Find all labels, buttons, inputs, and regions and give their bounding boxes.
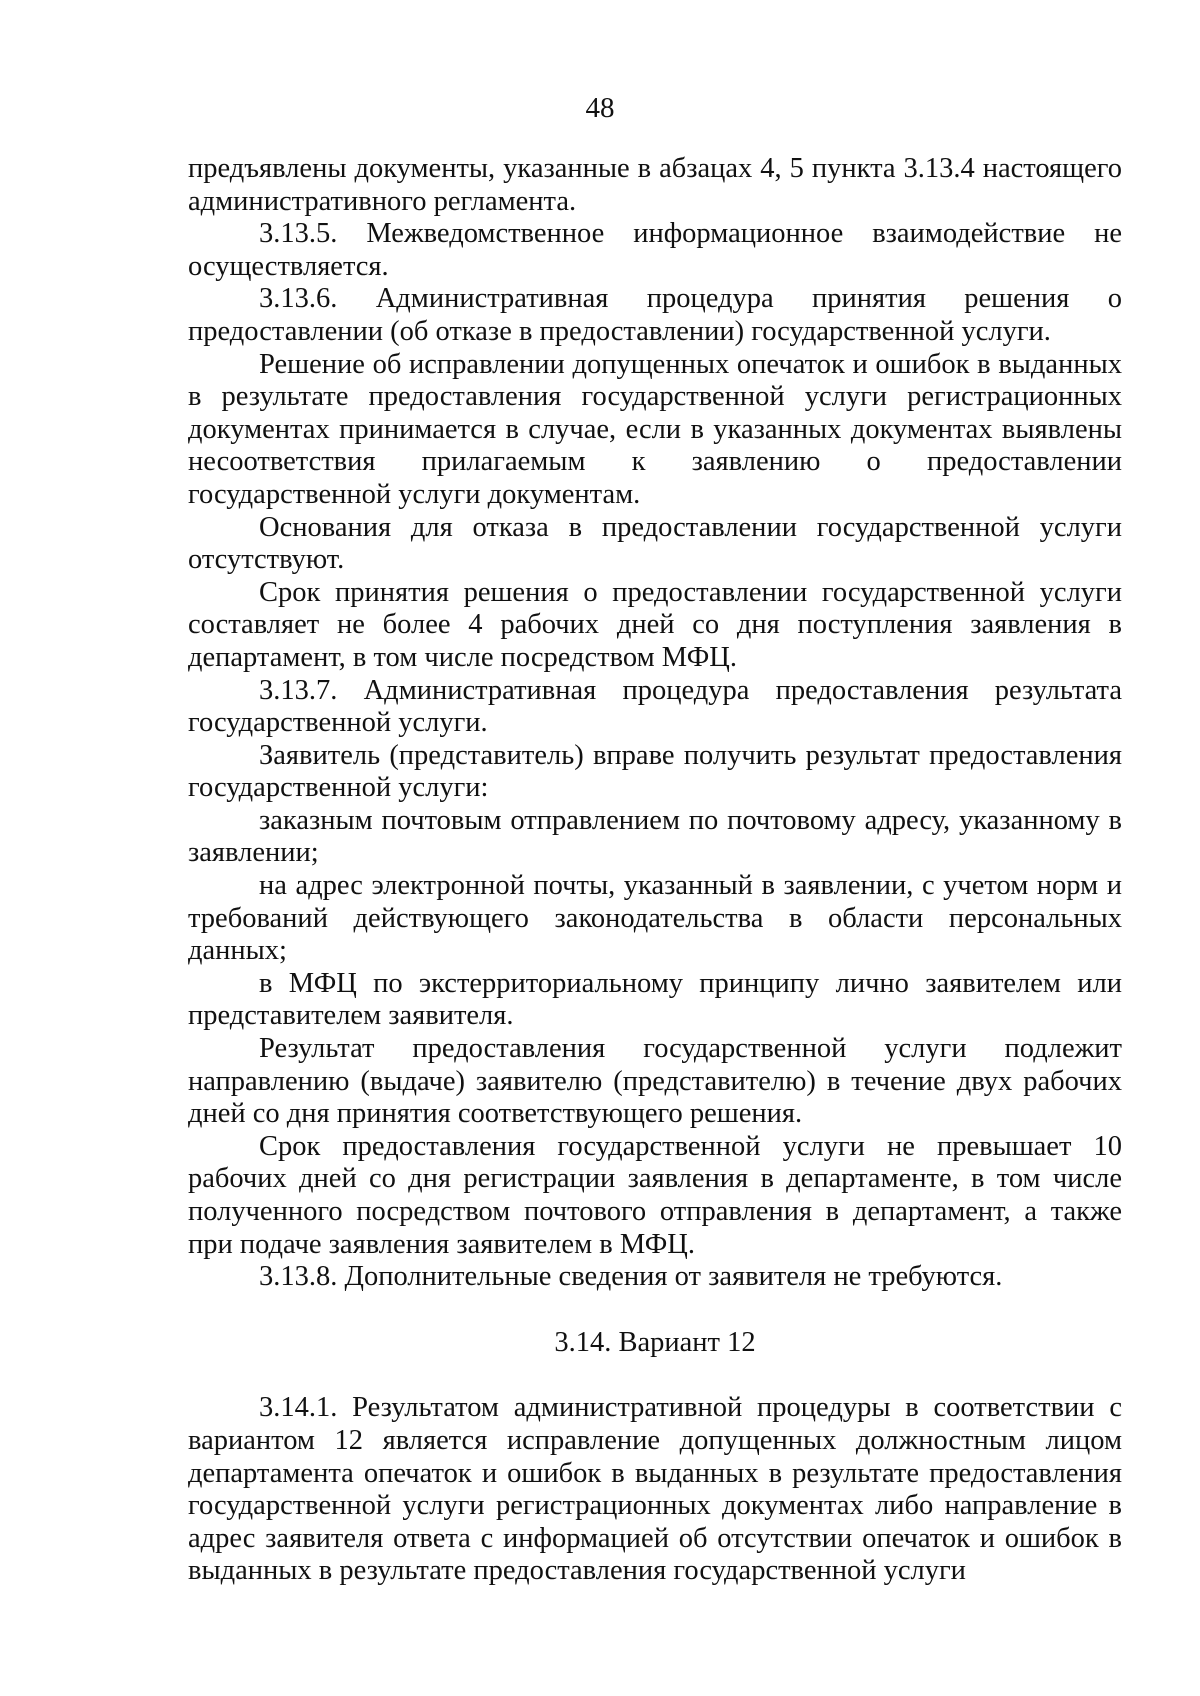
paragraph-3-13-5: 3.13.5. Межведомственное информационное взаимодействие не осуществляется. <box>188 218 1122 282</box>
paragraph-3-13-8: 3.13.8. Дополнительные сведения от заявителя не требуются. <box>259 1261 1003 1293</box>
paragraph-3-14-1: 3.14.1. Результатом административной процедуры в соответствии с вариантом 12 является исправление допущенных должностным лицом департамента опечаток и ошибок в выданных в результате предоставления государственной услуги регистрационных документах либо направление в адрес заявителя ответа с информацией об отсутствии опечаток и ошибок в выданных в результате предоставления государственной услуги <box>188 1392 1122 1587</box>
paragraph-result-delivery: Результат предоставления государственной услуги подлежит направлению (выдаче) заявителю (представителю) в течение двух рабочих дней со дня принятия соответствующего решения. <box>188 1033 1122 1130</box>
section-heading: 3.14. Вариант 12 <box>554 1326 756 1358</box>
paragraph-option-mail: заказным почтовым отправлением по почтовому адресу, указанному в заявлении; <box>188 804 1122 869</box>
paragraph-3-13-6: 3.13.6. Административная процедура принятия решения о предоставлении (об отказе в предоставлении) государственной услуги. <box>188 283 1122 347</box>
paragraph-applicant-right: Заявитель (представитель) вправе получить результат предоставления государственной услуги: <box>188 739 1122 804</box>
paragraph-decision-term: Срок принятия решения о предоставлении государственной услуги составляет не более 4 рабочих дней со дня поступления заявления в департамент, в том числе посредством МФЦ. <box>188 576 1122 673</box>
paragraph-option-email: на адрес электронной почты, указанный в заявлении, с учетом норм и требований действующего законодательства в области персональных данных; <box>188 870 1122 967</box>
paragraph-3-13-7: 3.13.7. Административная процедура предоставления результата государственной услуги. <box>188 674 1122 739</box>
paragraph-continuation: предъявлены документы, указанные в абзацах 4, 5 пункта 3.13.4 настоящего административного регламента. <box>188 153 1122 217</box>
document-body <box>188 153 1122 1588</box>
page-number: 48 <box>585 92 615 124</box>
paragraph-option-mfc: в МФЦ по экстерриториальному принципу лично заявителем или представителем заявителя. <box>188 967 1122 1032</box>
paragraph-refusal-grounds: Основания для отказа в предоставлении государственной услуги отсутствуют. <box>188 511 1122 576</box>
paragraph-correction-decision: Решение об исправлении допущенных опечаток и ошибок в выданных в результате предоставления государственной услуги регистрационных документах принимается в случае, если в указанных документах выявлены несоответствия прилагаемым к заявлению о предоставлении государственной услуги документам. <box>188 348 1122 510</box>
paragraph-service-term: Срок предоставления государственной услуги не превышает 10 рабочих дней со дня регистрации заявления в департаменте, в том числе полученного посредством почтового отправления в департамент, а также при подаче заявления заявителем в МФЦ. <box>188 1130 1122 1260</box>
